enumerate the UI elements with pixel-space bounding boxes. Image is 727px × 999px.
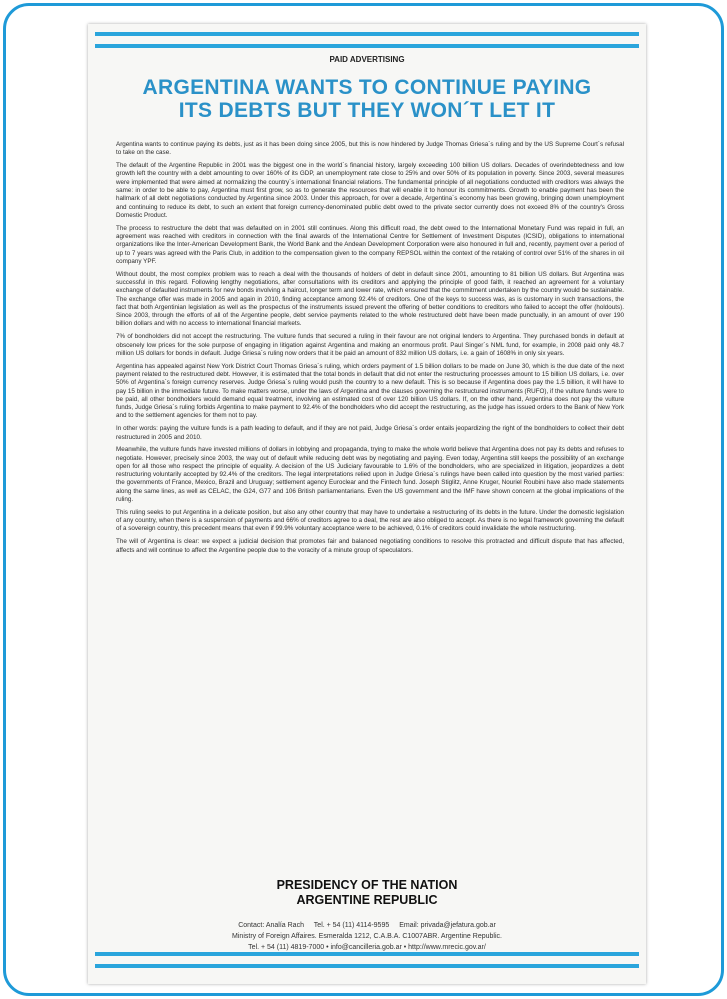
top-rule [95,32,639,36]
paragraph: Meanwhile, the vulture funds have invested millions of dollars in lobbying and propaganda, trying to make the whole world believe that Argentina does not pay its debts and refuses to negotiate. However, precisely since 2003, the way out of default while reducing debt was by negotiating and paying. Even today, Argentina still keeps the possibility of an exchange open for all those who respect the principle of equality. A decision of the US Judiciary favourable to 1.6% of the bondholders, who are specialized in litigation, jeopardizes a debt restructuring voluntarily accepted by 92.4% of the creditors. The legal interpretations relied upon in Judge Griesa´s rulings have been called into question by the most varied parties: the governments of France, Mexico, Brazil and Uruguay; settlement agency Euroclear and the Fintech fund. Joseph Stiglitz, Anne Kruger, Nouriel Roubini have also made statements along the same lines, as well as CELAC, the G24, G77 and 106 British parliamentarians. Even the US government and the IMF have shown concern at the global implications of the ruling. [116,446,624,504]
contact-block [88,920,646,953]
paragraph: In other words: paying the vulture funds is a path leading to default, and if they are not paid, Judge Griesa´s order entails jeopardizing the right of the bondholders to collect their debt restructured in 2005 and 2010. [116,425,624,441]
headline-line-1: ARGENTINA WANTS TO CONTINUE PAYING [142,76,592,99]
top-rule-2 [95,44,639,48]
headline [98,76,636,122]
bullet-separator: • [403,944,409,951]
paragraph: Argentina wants to continue paying its debts, just as it has been doing since 2005, but this is now hindered by Judge Thomas Griesa´s ruling and by the US Supreme Court´s refusal to take on the case. [116,141,624,157]
bullet-separator: • [326,944,331,951]
contact-line [88,920,646,931]
ministry-email[interactable]: info@cancilleria.gob.ar [330,944,402,951]
paragraph: The will of Argentina is clear: we expect a judicial decision that promotes fair and balanced negotiating conditions to resolve this protracted and difficult dispute that has affected, affects and will continue to affect the Argentine people due to the voracity of a minute group of speculators. [116,538,624,554]
signature-line-2: ARGENTINE REPUBLIC [296,893,438,907]
ministry-phone: Tel. + 54 (11) 4819-7000 [248,944,325,951]
paragraph: The default of the Argentine Republic in 2001 was the biggest one in the world´s financial history, largely exceeding 100 billion US dollars. Decades of overindebtedness and low growth left the country with a debt amounting to over 160% of its GDP, an unemployment rate close to 25% and over 50% of its population in poverty. Since 2003, several measures were implemented that were aimed at normalizing the country´s international financial relations. The fundamental principle of all negotiations conducted with creditors was always the same: in order to be able to pay, Argentina must first grow, so as to generate the resources that will enable it to honour its commitments. Growth to enable payment has been the hallmark of all debt negotiations conducted by Argentina since 2003. Under this approach, for over a decade, Argentina´s economy has been growing, bringing down unemployment and continuing to reduce its debt, to such an extent that foreign currency-denominated public debt owed to the private sector currently does not exceed 8% of the country's Gross Domestic Product. [116,162,624,219]
bottom-rule [95,952,639,956]
advertisement-page [88,24,646,984]
headline-line-2: ITS DEBTS BUT THEY WON´T LET IT [178,99,556,122]
bottom-rule-2 [95,964,639,968]
contact-phone: Tel. + 54 (11) 4114-9595 [313,922,390,929]
contact-email[interactable]: Email: privada@jefatura.gob.ar [399,922,496,929]
paragraph: Argentina has appealed against New York District Court Thomas Griesa´s ruling, which orders payment of 1.5 billion dollars to be made on June 30, which is the due date of the next payment related to the restructured debt. However, it is estimated that the total bonds in default that did not enter the restructuring processes amount to 15 billion US dollars, i.e. over 50% of Argentina´s foreign currency reserves. Judge Griesa´s ruling would push the country to a new default. This is so because if Argentina does pay the 1.5 billion, it will have to pay 15 billion in the immediate future. To make matters worse, under the laws of Argentina and the clauses governing the restructured instruments (RUFO), if the vulture funds were to be paid, all other bondholders would demand equal treatment, involving an estimated cost of over 120 billion US dollars. If, on the other hand, Argentina does not pay the vulture funds, Judge Griesa´s ruling forbids Argentina to make payment to 92.4% of the bondholders who did accept the restructuring, as the judge has issued orders to the Bank of New York and to the settlement agencies for them not to pay. [116,362,624,420]
signature-block [88,878,646,908]
ministry-website-link[interactable]: http://www.mrecic.gov.ar/ [408,944,486,951]
article-body [116,141,624,559]
paragraph: Without doubt, the most complex problem was to reach a deal with the thousands of holders of debt in default since 2001, amounting to 81 billion US dollars. But Argentina was successful in this regard. Following lengthy negotiations, after consultations with its creditors and applying the principle of good faith, it reached an agreement for a voluntary exchange of defaulted instruments for new bonds involving a haircut, longer term and lower rate, which ensured that the commitment undertaken by the country would be sustainable. The exchange offer was made in 2005 and again in 2010, finding acceptance among 92.4% of creditors. One of the keys to success was, as is customary in such transactions, the fact that both Argentinian legislation as well as the prospectus of the instruments issued prevent the offering of better conditions to creditors who failed to accept the offer (holdouts). Since 2003, through the efforts of all of the Argentine people, debt service payments related to the whole restructured debt have been made punctually, in an amount of over 190 billion dollars and with no access to international financial markets. [116,270,624,328]
paragraph: This ruling seeks to put Argentina in a delicate position, but also any other country that may have to undertake a restructuring of its debts in the future. Under the domestic legislation of any country, when there is a suspension of payments and 66% of creditors agree to a deal, the rest are also obliged to accept. As there is no legal framework governing the default of a sovereign country, this precedent means that even if 99.9% voluntary acceptance were to be achieved, 0.1% of creditors could invalidate the whole restructuring. [116,508,624,533]
contact-person: Contact: Analía Rach [238,922,304,929]
paid-advertising-label: PAID ADVERTISING [329,55,405,64]
ministry-address: Ministry of Foreign Affaires. Esmeralda 1212, C.A.B.A. C1007ABR. Argentine Republic. [232,933,502,940]
signature-line-1: PRESIDENCY OF THE NATION [276,878,458,892]
paragraph: The process to restructure the debt that was defaulted on in 2001 still continues. Along this difficult road, the debt owed to the International Monetary Fund was repaid in full, an agreement was reached with creditors in connection with the final awards of the International Centre for Settlement of Investment Disputes (ICSID), obligations to international organizations like the Inter-American Development Bank, the World Bank and the Andean Development Corporation were also honoured in full and, recently, payment over a period of up to 7 years was agreed with the Paris Club, in addition to the compensation given to the company REPSOL within the context of the retaking of control over 51% of the shares in oil company YPF. [116,224,624,265]
paragraph: 7% of bondholders did not accept the restructuring. The vulture funds that secured a ruling in their favour are not original lenders to Argentina. They purchased bonds in default at obscenely low prices for the sole purpose of engaging in litigation against Argentina and making an enormous profit. Paul Singer´s NML fund, for example, in 2008 paid only 48.7 million US dollars for bonds in default. Judge Griesa´s ruling now orders that it be paid an amount of 832 million US dollars, i.e. a gain of 1608% in only six years. [116,333,624,357]
